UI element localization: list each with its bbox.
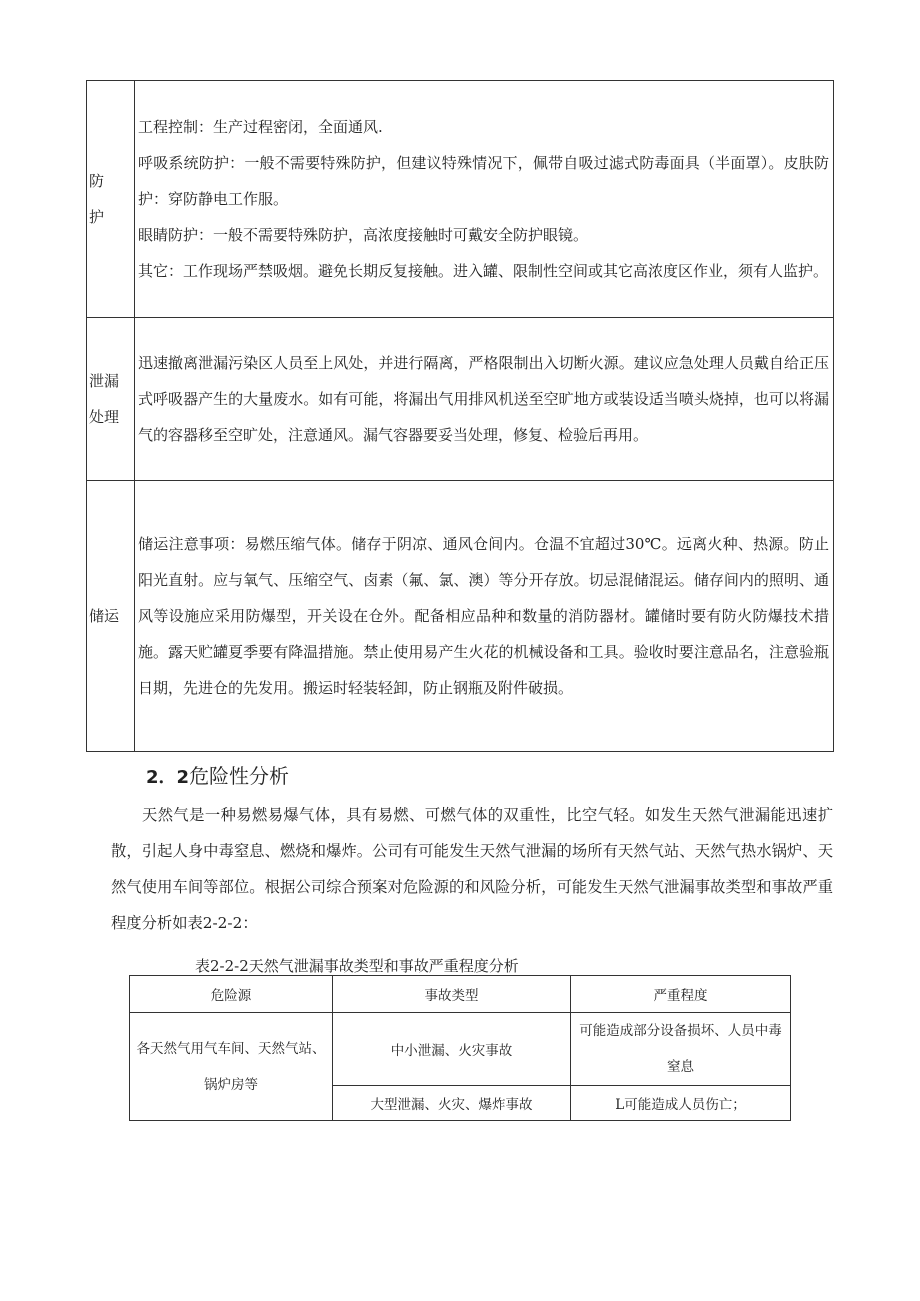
body-paragraph: 天然气是一种易燃易爆气体，具有易燃、可燃气体的双重性，比空气轻。如发生天然气泄漏能迅速扩散，引起人身中毒窒息、燃烧和爆炸。公司有可能发生天然气泄漏的场所有天然气站、天然气热水锅炉、天然气使用车间等部位。根据公司综合预案对危险源的和风险分析，可能发生天然气泄漏事故类型和事故严重程度分析如表2-2-2：	[111, 806, 833, 932]
table-caption: 表2-2-2天然气泄漏事故类型和事故严重程度分析	[195, 957, 519, 975]
protection-label-line: 护	[89, 208, 105, 226]
protection-paragraph: 呼吸系统防护：一般不需要特殊防护，但建议特殊情况下，佩带自吸过滤式防毒面具（半面罩）。皮肤防护：穿防静电工作服。	[138, 154, 829, 208]
severity-cell: L可能造成人员伤亡；	[571, 1086, 791, 1121]
protection-label-line: 防	[89, 172, 105, 190]
header-accident-type: 事故类型	[333, 976, 571, 1013]
header-hazard-source: 危险源	[130, 976, 333, 1013]
table-row	[130, 1013, 791, 1086]
storage-content: 储运注意事项：易燃压缩气体。储存于阴凉、通风仓间内。仓温不宜超过30℃。远离火种、热源。防止阳光直射。应与氧气、压缩空气、卤素（氟、氯、澳）等分开存放。切忌混储混运。储存间内的照明、通风等设施应采用防爆型，开关设在仓外。配备相应品种和数量的消防器材。罐储时要有防火防爆技术措施。露天贮罐夏季要有降温措施。禁止使用易产生火花的机械设备和工具。验收时要注意品名，注意验瓶日期，先进仓的先发用。搬运时轻装轻卸，防止钢瓶及附件破损。	[135, 481, 834, 752]
section-heading	[146, 760, 289, 789]
risk-table-header-row	[130, 976, 791, 1013]
protection-paragraph: 眼睛防护：一般不需要特殊防护，高浓度接触时可戴安全防护眼镜。	[138, 226, 589, 244]
protection-content	[135, 81, 834, 318]
severity-cell: 可能造成部分设备损坏、人员中毒窒息	[571, 1013, 791, 1086]
risk-table	[129, 975, 791, 1121]
storage-row	[87, 481, 834, 752]
protection-paragraph: 工程控制：生产过程密闭，全面通风.	[138, 118, 383, 136]
leak-label	[87, 318, 135, 481]
leak-content: 迅速撤离泄漏污染区人员至上风处，并进行隔离，严格限制出入切断火源。建议应急处理人员戴自给正压式呼吸器产生的大量废水。如有可能，将漏出气用排风机送至空旷地方或装设适当喷头烧掉，也可以将漏气的容器移至空旷处，注意通风。漏气容器要妥当处理，修复、检验后再用。	[135, 318, 834, 481]
header-severity: 严重程度	[571, 976, 791, 1013]
info-table	[86, 80, 834, 752]
section-title: 危险性分析	[189, 764, 290, 788]
section-number: 2．2	[146, 767, 190, 788]
leak-row	[87, 318, 834, 481]
hazard-source-cell: 各天然气用气车间、天然气站、锅炉房等	[130, 1013, 333, 1121]
storage-label: 储运	[87, 481, 135, 752]
accident-type-cell: 大型泄漏、火灾、爆炸事故	[333, 1086, 571, 1121]
leak-label-line: 处理	[89, 408, 120, 426]
protection-paragraph: 其它：工作现场严禁吸烟。避免长期反复接触。进入罐、限制性空间或其它高浓度区作业，须有人监护。	[138, 262, 829, 280]
protection-row	[87, 81, 834, 318]
protection-label	[87, 81, 135, 318]
accident-type-cell: 中小泄漏、火灾事故	[333, 1013, 571, 1086]
leak-label-line: 泄漏	[89, 372, 120, 390]
